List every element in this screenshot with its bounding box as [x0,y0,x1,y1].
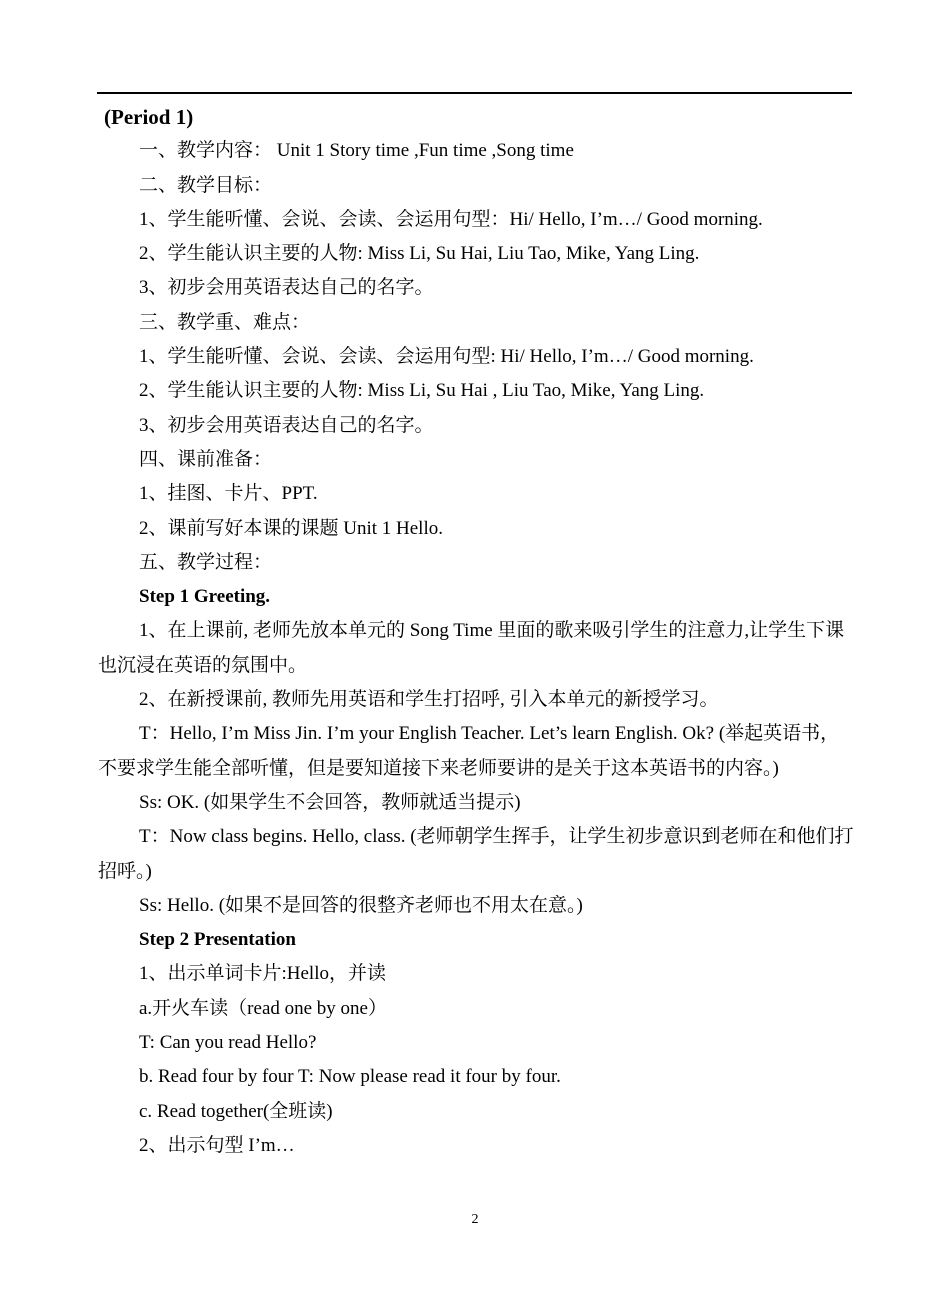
section-content: 一、教学内容： Unit 1 Story time ,Fun time ,Song time [139,140,574,162]
header-rule [97,92,852,94]
key-point-3: 3、初步会用英语表达自己的名字。 [139,414,434,436]
section-preparation: 四、课前准备： [139,448,273,470]
dialogue-students-2: Ss: Hello. (如果不是回答的很整齐老师也不用太在意。) [139,894,583,916]
key-point-2: 2、学生能认识主要的人物: Miss Li, Su Hai , Liu Tao, Mike, Yang Ling. [139,380,705,402]
step-2-item-1a: a.开火车读（read one by one） [139,997,387,1019]
step-1-heading: Step 1 Greeting. [139,586,271,608]
key-point-1: 1、学生能听懂、会说、会读、会运用句型: Hi/ Hello, I’m…/ Good morning. [139,346,754,368]
preparation-1: 1、挂图、卡片、PPT. [139,483,318,505]
dialogue-students-1: Ss: OK. (如果学生不会回答，教师就适当提示) [139,791,521,813]
step-2-item-1: 1、出示单词卡片:Hello，并读 [139,963,386,985]
period-title: (Period 1) [104,105,194,129]
step-2-question: T: Can you read Hello? [139,1032,317,1054]
dialogue-teacher-2: T：Now class begins. Hello, class. (老师朝学生挥手，让学生初步意识到老师在和他们打招呼。) [98,826,854,882]
step-1-item-1: 1、在上课前, 老师先放本单元的 Song Time 里面的歌来吸引学生的注意力,让学生下课也沉浸在英语的氛围中。 [98,620,845,676]
objective-1: 1、学生能听懂、会说、会读、会运用句型：Hi/ Hello, I’m…/ Good morning. [139,208,763,230]
objective-3: 3、初步会用英语表达自己的名字。 [139,277,434,299]
step-1-item-2: 2、在新授课前, 教师先用英语和学生打招呼, 引入本单元的新授学习。 [139,689,719,711]
dialogue-teacher-1: T：Hello, I’m Miss Jin. I’m your English Teacher. Let’s learn English. Ok? (举起英语书，不要求学生能全部听懂，但是要知道接下来老师要讲的是关于这本英语书的内容。) [98,723,840,779]
preparation-2: 2、课前写好本课的课题 Unit 1 Hello. [139,517,443,539]
step-2-item-2: 2、出示句型 I’m… [139,1134,295,1156]
step-2-item-1c: c. Read together(全班读) [139,1100,333,1122]
page-number: 2 [471,1212,479,1227]
step-2-heading: Step 2 Presentation [139,929,296,951]
document-body [98,100,854,1163]
section-objectives: 二、教学目标： [139,174,273,196]
objective-2: 2、学生能认识主要的人物: Miss Li, Su Hai, Liu Tao, Mike, Yang Ling. [139,243,700,265]
section-key-points: 三、教学重、难点： [139,311,311,333]
step-2-item-1b: b. Read four by four T: Now please read it four by four. [139,1066,561,1088]
section-procedure: 五、教学过程： [139,551,273,573]
